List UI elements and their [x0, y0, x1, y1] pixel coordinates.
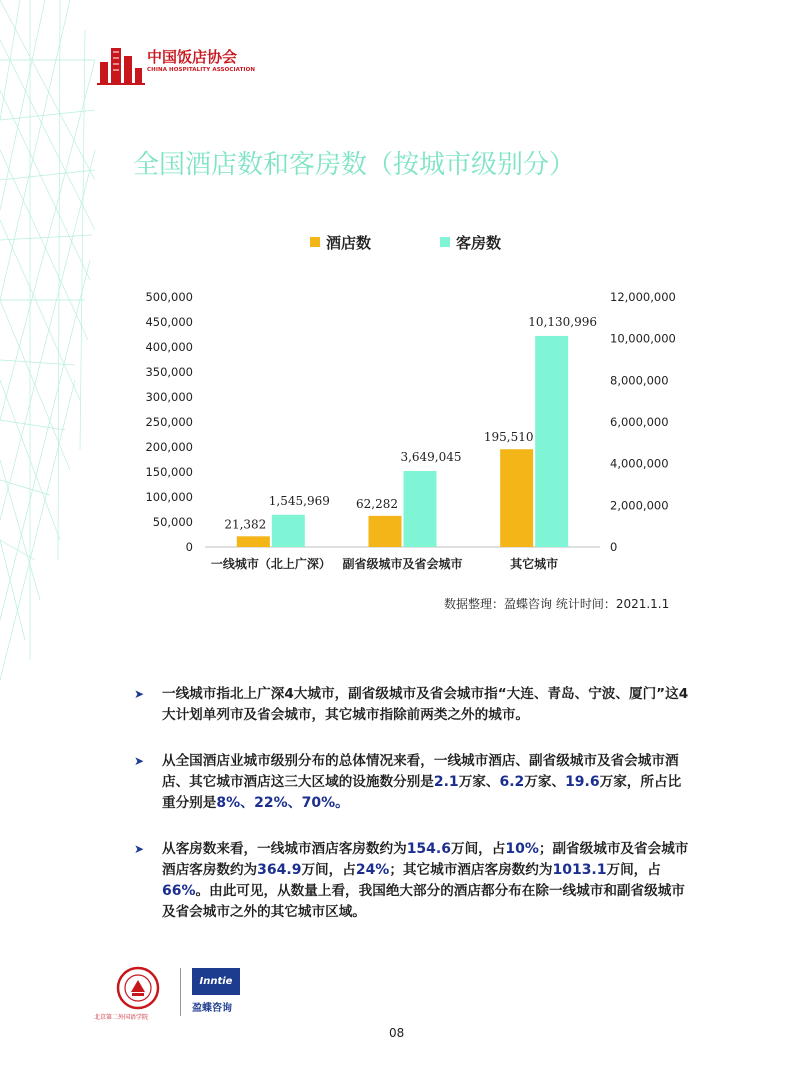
data-label-rooms: 1,545,969	[268, 493, 330, 508]
bar-hotels	[369, 516, 402, 547]
footer-divider	[180, 968, 181, 1016]
y-right-tick-label: 2,000,000	[610, 498, 669, 513]
bullet-text: 一线城市指北上广深4大城市，副省级城市及省会城市指“大连、青岛、宁波、厦门”这4大计划单列市及省会城市，其它城市指除前两类之外的城市。	[162, 686, 689, 723]
x-category-label: 其它城市	[510, 557, 559, 571]
data-label-hotels: 21,382	[224, 517, 267, 532]
y-left-tick-label: 200,000	[145, 440, 193, 454]
bar-hotels	[237, 536, 270, 547]
data-label-hotels: 195,510	[483, 430, 534, 445]
arrow-bullet-icon: ➤	[134, 687, 145, 701]
highlighted-figure: 1013.1	[552, 862, 607, 878]
legend-label-hotels: 酒店数	[326, 234, 372, 252]
bullet-text: 万间，占	[606, 862, 661, 878]
y-right-tick-label: 10,000,000	[610, 331, 676, 346]
university-caption: 北京第二外国语学院	[94, 1014, 149, 1021]
data-source-note: 数据整理：盈蝶咨询 统计时间：2021.1.1	[444, 597, 670, 611]
y-right-tick-label: 4,000,000	[610, 456, 669, 471]
x-category-label: 一线城市（北上广深）	[210, 557, 331, 571]
legend-swatch-hotels	[310, 237, 320, 247]
y-left-tick-label: 100,000	[145, 490, 193, 504]
bullet-text: 万间，占	[301, 862, 356, 878]
data-label-rooms: 10,130,996	[528, 314, 598, 329]
y-left-tick-label: 350,000	[145, 365, 193, 379]
bullet-text: 万家、	[524, 774, 566, 790]
inntie-logo: Inntie	[192, 968, 240, 995]
arrow-bullet-icon: ➤	[134, 842, 145, 856]
logo-english-name: CHINA HOSPITALITY ASSOCIATION	[147, 67, 256, 73]
y-right-tick-label: 6,000,000	[610, 415, 669, 429]
university-seal-icon	[116, 966, 176, 1012]
bar-rooms	[404, 471, 437, 547]
highlighted-figure: 2.1	[433, 774, 459, 790]
bullet-text: 从客房数来看，一线城市酒店客房数约为	[162, 841, 407, 857]
bullet-list	[134, 684, 694, 948]
y-left-tick-label: 300,000	[145, 390, 193, 404]
y-left-tick-label: 450,000	[145, 315, 193, 329]
y-left-tick-label: 150,000	[145, 465, 193, 479]
highlighted-figure: 19.6	[565, 774, 600, 790]
bullet-text: ；其它城市酒店客房数约为	[389, 862, 553, 878]
bullet-item	[134, 751, 694, 814]
y-left-tick-label: 50,000	[152, 515, 193, 529]
data-label-hotels: 62,282	[356, 496, 398, 511]
bar-rooms	[535, 336, 568, 547]
logo-chinese-name: 中国饭店协会	[147, 48, 238, 66]
legend-swatch-rooms	[440, 237, 450, 247]
bullet-text: 万间，占	[450, 841, 506, 857]
highlighted-figure: 10%	[505, 841, 539, 857]
bullet-item	[134, 684, 694, 726]
bullet-text: ；副省级城市及省会城市酒店客房数约为	[162, 841, 689, 878]
y-left-tick-label: 500,000	[145, 290, 193, 304]
bullet-text: 万家、	[458, 774, 500, 790]
y-left-tick-label: 0	[185, 540, 193, 554]
highlighted-figure: 364.9	[257, 862, 302, 878]
bullet-text: 万家，所占比重分别是	[162, 774, 682, 811]
highlighted-figure: 8%、22%、70%。	[216, 795, 350, 811]
highlighted-figure: 6.2	[499, 774, 525, 790]
page-number: 08	[389, 1026, 405, 1040]
highlighted-figure: 66%	[162, 883, 196, 899]
page-title: 全国酒店数和客房数（按城市级别分）	[133, 150, 576, 180]
bar-rooms	[272, 515, 305, 547]
arrow-bullet-icon: ➤	[134, 754, 145, 768]
bullet-text: 。由此可见，从数量上看，我国绝大部分的酒店都分布在除一线城市和副省级城市及省会城市之外的其它城市区域。	[162, 883, 685, 920]
y-left-tick-label: 250,000	[145, 415, 193, 429]
y-left-tick-label: 400,000	[145, 340, 193, 354]
legend-label-rooms: 客房数	[456, 234, 502, 252]
y-right-tick-label: 12,000,000	[610, 290, 676, 304]
inntie-chinese-name: 盈蝶咨询	[192, 1003, 232, 1014]
data-label-rooms: 3,649,045	[400, 449, 462, 464]
y-right-tick-label: 0	[610, 540, 618, 554]
x-category-label: 副省级城市及省会城市	[342, 557, 463, 571]
highlighted-figure: 154.6	[406, 841, 451, 857]
bullet-text: 从全国酒店业城市级别分布的总体情况来看，一线城市酒店、副省级城市及省会城市酒店、其它城市酒店这三大区域的设施数分别是	[162, 753, 679, 790]
highlighted-figure: 24%	[355, 862, 390, 878]
bullet-item	[134, 839, 694, 923]
bar-hotels	[500, 449, 533, 547]
y-right-tick-label: 8,000,000	[610, 373, 669, 388]
